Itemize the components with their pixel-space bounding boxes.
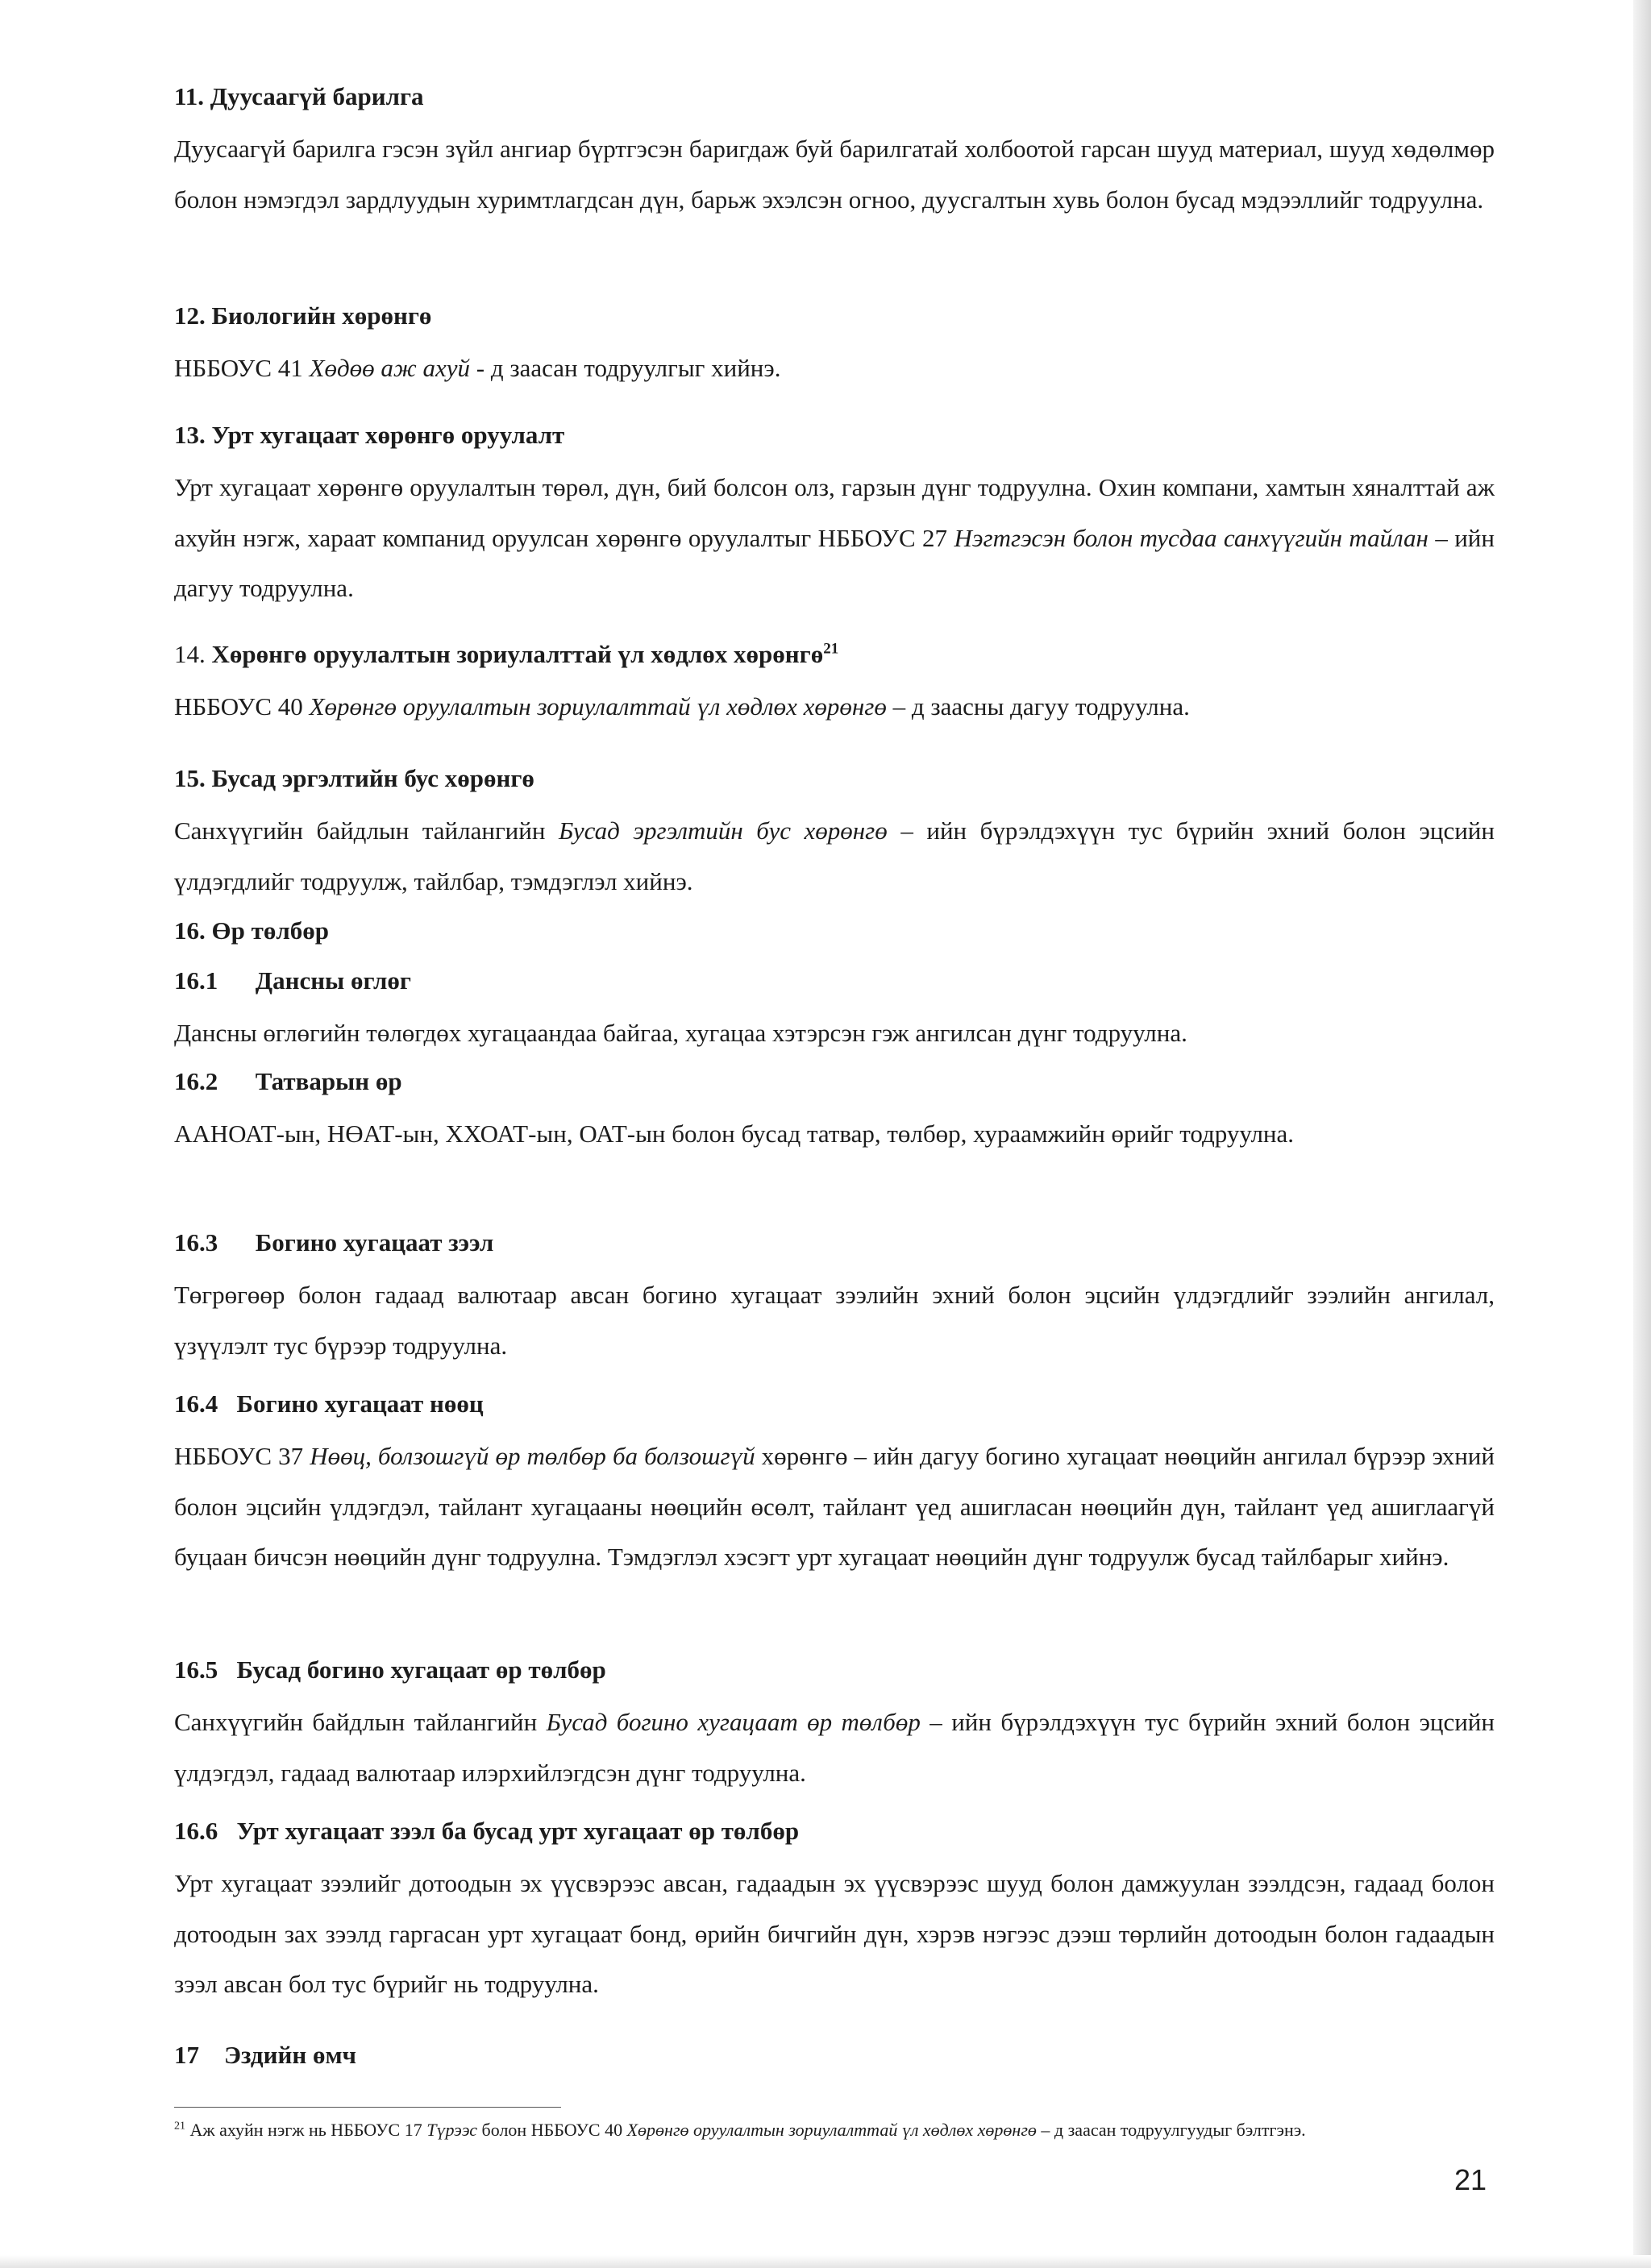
section-text: НББОУС 41 Хөдөө аж ахуй - д заасан тодруулгыг хийнэ. (174, 354, 781, 382)
footnote-separator (174, 2107, 561, 2108)
section-16-4 (174, 1388, 1495, 1583)
section-heading: 15. Бусад эргэлтийн бус хөрөнгө (174, 764, 534, 792)
section-text: Урт хугацаат хөрөнгө оруулалтын төрөл, дүн, бий болсон олз, гарзын дүнг тодруулна. Охин компани, хамтын хяналттай аж ахуйн нэгж, хараат компанид оруулсан хөрөнгө оруулалтыг НББОУС 27 Нэгтгэсэн болон тусдаа санхүүгийн тайлан – ийн дагуу тодруулна. (174, 473, 1495, 602)
footnote-mark: 21 (174, 2120, 185, 2133)
section-heading: 13. Урт хугацаат хөрөнгө оруулалт (174, 421, 565, 449)
section-text: Урт хугацаат зээлийг дотоодын эх үүсвэрээс авсан, гадаадын эх үүсвэрээс шууд болон дамжуулан зээлдсэн, гадаад болон дотоодын зах зээлд гаргасан урт хугацаат бонд, өрийн бичгийн дүн, хэрэв нэгээс дээш төрлийн дотоодын болон гадаадын зээл авсан бол тус бүрийг нь тодруулна. (174, 1869, 1495, 1998)
section-16-6 (174, 1815, 1495, 2010)
section-heading: 11. Дуусаагүй барилга (174, 82, 424, 110)
section-heading: 16.4 Богино хугацаат нөөц (174, 1389, 484, 1418)
section-16-1 (174, 965, 1495, 1059)
section-heading: 16.1 Дансны өглөг (174, 966, 411, 995)
section-16-3 (174, 1227, 1495, 1371)
section-heading: 17 Эздийн өмч (174, 2041, 357, 2069)
section-16-5 (174, 1654, 1495, 1798)
section-text: ААНОАТ-ын, НӨАТ-ын, ХХОАТ-ын, ОАТ-ын болон бусад татвар, төлбөр, хураамжийн өрийг тодруулна. (174, 1119, 1295, 1148)
section-16 (174, 915, 1495, 947)
section-heading: 16.3 Богино хугацаат зээл (174, 1228, 494, 1257)
section-text: Төгрөгөөр болон гадаад валютаар авсан богино хугацаат зээлийн эхний болон эцсийн үлдэгдлийг зээлийн ангилал, үзүүлэлт тус бүрээр тодруулна. (174, 1281, 1495, 1360)
section-heading: 16.6 Урт хугацаат зээл ба бусад урт хугацаат өр төлбөр (174, 1817, 800, 1845)
section-heading: 14. Хөрөнгө оруулалтын зориулалттай үл хөдлөх хөрөнгө$^{21}$ (174, 640, 839, 668)
section-11 (174, 81, 1495, 225)
scan-bottom-edge (0, 2255, 1651, 2268)
footnote: $^{21}$ Аж ахуйн нэгж нь НББОУС 17 Түрээс болон НББОУС 40 Хөрөнгө оруулалтын зориулалттай үл хөдлөх хөрөнгө – д заасан тодруулгуудыг бэлтгэнэ. (174, 2120, 1306, 2140)
section-heading: 16.5 Бусад богино хугацаат өр төлбөр (174, 1655, 606, 1684)
section-text: Дуусаагүй барилга гэсэн зүйл ангиар бүртгэсэн баригдаж буй барилгатай холбоотой гарсан шууд материал, шууд хөдөлмөр болон нэмэгдэл зардлуудын хуримтлагдсан дүн, барьж эхэлсэн огноо, дуусгалтын хувь болон бусад мэдээллийг тодруулна. (174, 135, 1495, 214)
section-text: Санхүүгийн байдлын тайлангийн Бусад эргэлтийн бус хөрөнгө – ийн бүрэлдэхүүн тус бүрийн эхний болон эцсийн үлдэгдлийг тодруулж, тайлбар, тэмдэглэл хийнэ. (174, 816, 1495, 895)
section-14 (174, 638, 1495, 733)
section-15 (174, 762, 1495, 907)
section-heading: 16.2 Татварын өр (174, 1067, 402, 1095)
section-text: НББОУС 37 Нөөц, болзошгүй өр төлбөр ба болзошгүй хөрөнгө – ийн дагуу богино хугацаат нөөцийн ангилал бүрээр эхний болон эцсийн үлдэгдэл, тайлант хугацааны нөөцийн өсөлт, тайлант үед ашигласан нөөцийн дүн, тайлант үед ашиглаагүй буцаан бичсэн нөөцийн дүнг тодруулна. Тэмдэглэл хэсэгт урт хугацаат нөөцийн дүнг тодруулж бусад тайлбарыг хийнэ. (174, 1442, 1495, 1571)
scan-edge (1633, 0, 1651, 2268)
section-13 (174, 419, 1495, 614)
section-17 (174, 2039, 1495, 2071)
section-heading: 12. Биологийн хөрөнгө (174, 301, 432, 330)
section-12 (174, 300, 1495, 394)
section-16-2 (174, 1065, 1495, 1160)
section-text: Дансны өглөгийн төлөгдөх хугацаандаа байгаа, хугацаа хэтэрсэн гэж ангилсан дүнг тодруулна. (174, 1019, 1187, 1047)
section-heading: 16. Өр төлбөр (174, 916, 329, 945)
footnote-ref: 21 (823, 640, 839, 658)
section-text: Санхүүгийн байдлын тайлангийн Бусад богино хугацаат өр төлбөр – ийн бүрэлдэхүүн тус бүрийн эхний болон эцсийн үлдэгдэл, гадаад валютаар илэрхийлэгдсэн дүнг тодруулна. (174, 1708, 1495, 1787)
page-number: 21 (1454, 2163, 1487, 2196)
section-text: НББОУС 40 Хөрөнгө оруулалтын зориулалттай үл хөдлөх хөрөнгө – д заасны дагуу тодруулна. (174, 692, 1190, 721)
